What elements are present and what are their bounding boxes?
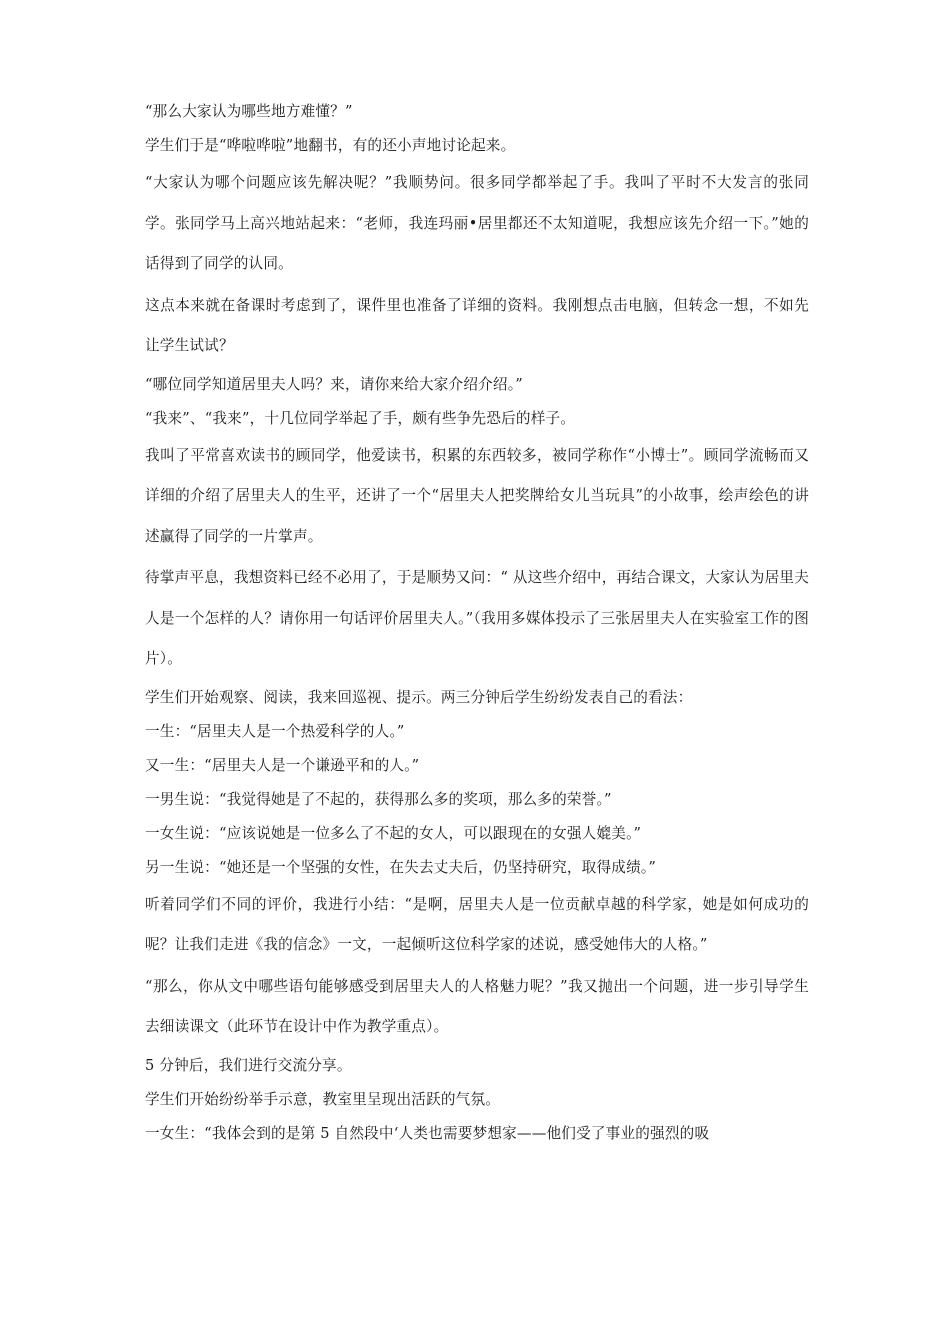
- paragraph: “大家认为哪个问题应该先解决呢？”我顺势问。很多同学都举起了手。我叫了平时不大发言的张同学。张同学马上高兴地站起来：“老师，我连玛丽•居里都还不太知道呢，我想应该先介绍一下。”她的话得到了同学的认同。: [145, 174, 809, 272]
- paragraph: 一女生：“我体会到的是第 5 自然段中‘人类也需要梦想家——他们受了事业的强烈的吸: [145, 1124, 710, 1142]
- paragraph: 另一生说：“她还是一个坚强的女性，在失去丈夫后，仍坚持研究，取得成绩。”: [145, 858, 657, 876]
- paragraph: 学生们开始纷纷举手示意，教室里呈现出活跃的气氛。: [145, 1090, 501, 1108]
- paragraph: 5 分钟后，我们进行交流分享。: [145, 1056, 352, 1074]
- paragraph: 学生们开始观察、阅读，我来回巡视、提示。两三分钟后学生纷纷发表自己的看法：: [145, 688, 693, 706]
- paragraph: 待掌声平息，我想资料已经不必用了，于是顺势又问：“ 从这些介绍中，再结合课文，大家认为居里夫人是一个怎样的人？请你用一句话评价居里夫人。”（我用多媒体投示了三张居里夫人在实验室工作的图片）。: [145, 569, 809, 667]
- paragraph: “那么，你从文中哪些语句能够感受到居里夫人的人格魅力呢？”我又抛出一个问题，进一步引导学生去细读课文（此环节在设计中作为教学重点）。: [145, 977, 809, 1035]
- paragraph: 又一生：“居里夫人是一个谦逊平和的人。”: [145, 756, 420, 774]
- document-page: [145, 95, 809, 1151]
- paragraph: “那么大家认为哪些地方难懂？”: [145, 103, 353, 120]
- paragraph: 一女生说：“应该说她是一位多么了不起的女人，可以跟现在的女强人媲美。”: [145, 824, 642, 842]
- paragraph: “哪位同学知道居里夫人吗？来，请你来给大家介绍介绍。”: [145, 375, 523, 393]
- paragraph: 一生：“居里夫人是一个热爱科学的人。”: [145, 722, 405, 740]
- paragraph: 我叫了平常喜欢读书的顾同学，他爱读书，积累的东西较多，被同学称作“小博士”。顾同学流畅而又详细的介绍了居里夫人的生平，还讲了一个“居里夫人把奖牌给女儿当玩具”的小故事，绘声绘色的讲述赢得了同学的一片掌声。: [145, 446, 809, 545]
- paragraph: 学生们于是“哗啦哗啦”地翻书，有的还小声地讨论起来。: [145, 137, 516, 154]
- paragraph: 这点本来就在备课时考虑到了，课件里也准备了详细的资料。我刚想点击电脑，但转念一想，不如先让学生试试？: [145, 296, 809, 354]
- paragraph: 一男生说：“我觉得她是了不起的，获得那么多的奖项，那么多的荣誉。”: [145, 790, 612, 808]
- paragraph: “我来”、“我来”，十几位同学举起了手，颇有些争先恐后的样子。: [145, 409, 576, 427]
- paragraph: 听着同学们不同的评价，我进行小结：“是啊，居里夫人是一位贡献卓越的科学家，她是如何成功的呢？让我们走进《我的信念》一文，一起倾听这位科学家的述说，感受她伟大的人格。”: [145, 895, 809, 953]
